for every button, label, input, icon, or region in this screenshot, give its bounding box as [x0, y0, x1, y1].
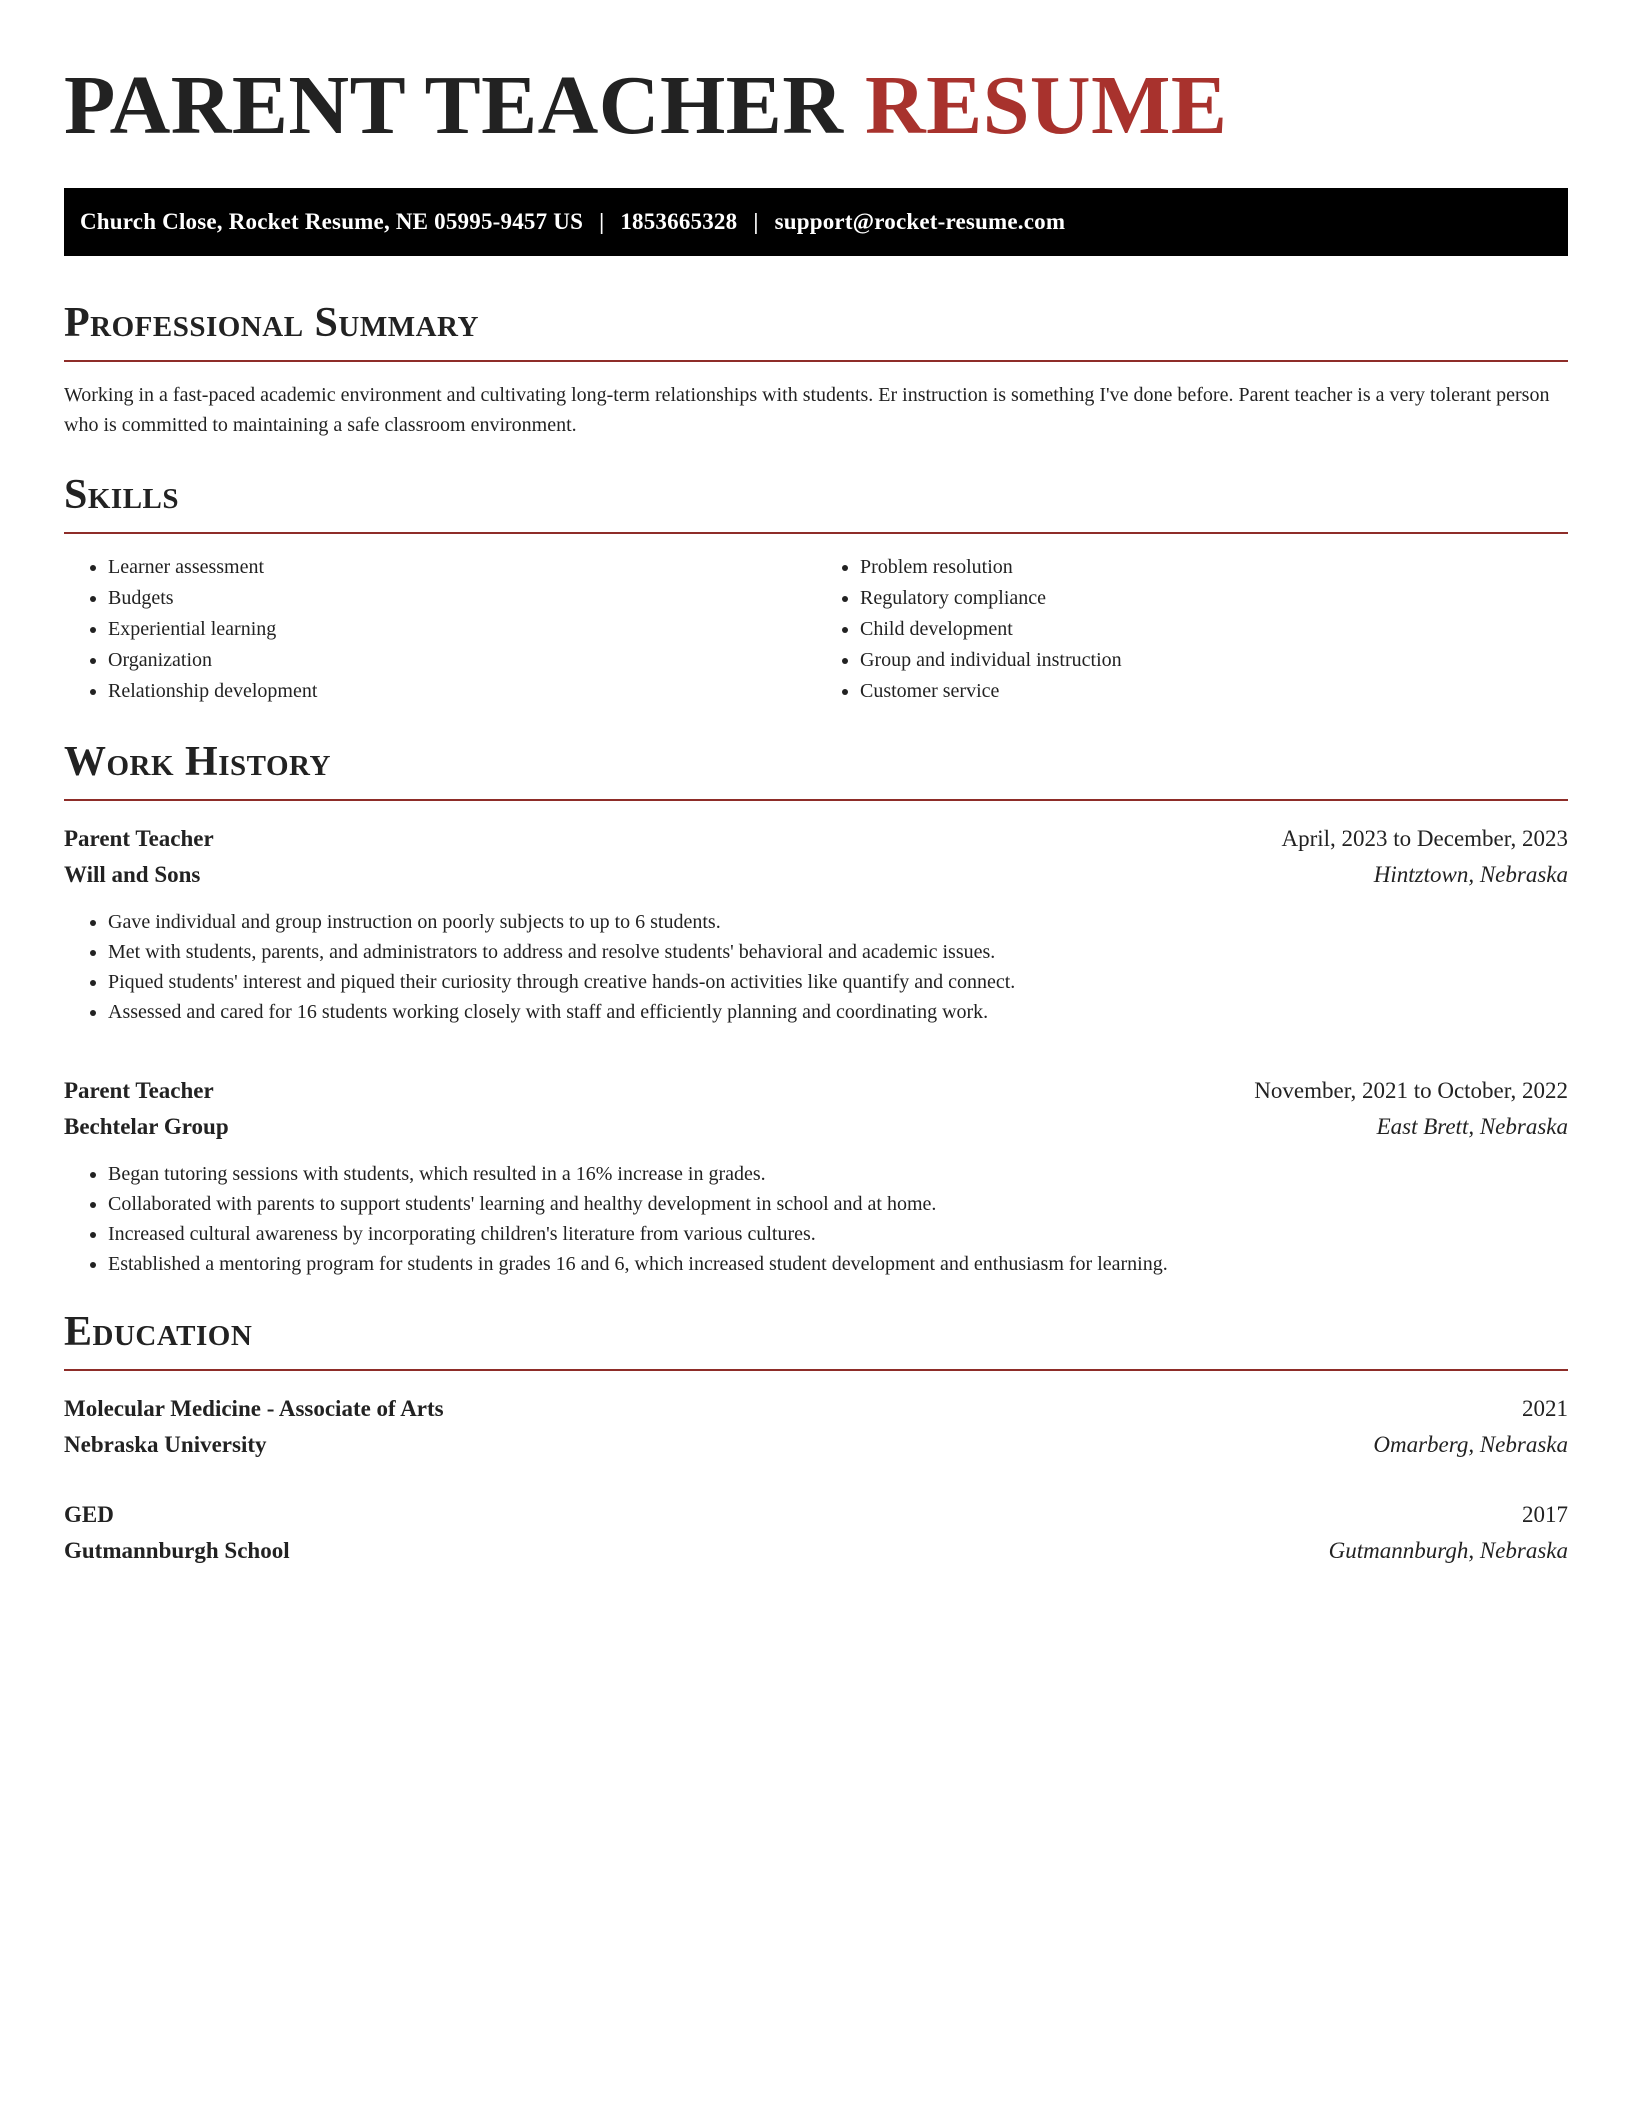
- skill-item: • Group and individual instruction: [860, 645, 1568, 676]
- contact-email: support@rocket-resume.com: [774, 209, 1066, 234]
- education-degree: GED: [64, 1502, 114, 1527]
- education-section: [64, 1311, 1568, 1569]
- contact-bar: [64, 188, 1568, 256]
- job-dates: November, 2021 to October, 2022: [1254, 1078, 1568, 1103]
- education-year: 2017: [1522, 1502, 1568, 1527]
- skill-item: • Relationship development: [108, 676, 816, 707]
- education-heading: Education: [64, 1311, 1568, 1371]
- job-company-row: [64, 857, 1568, 893]
- work-section: [64, 741, 1568, 1279]
- title-accent: RESUME: [865, 59, 1228, 152]
- job-bullet: • Established a mentoring program for students in grades 16 and 6, which increased student development and enthusiasm for learning.: [108, 1249, 1568, 1279]
- education-school: Nebraska University: [64, 1432, 267, 1457]
- skill-item: • Problem resolution: [860, 552, 1568, 583]
- contact-separator: |: [753, 209, 759, 234]
- summary-text: Working in a fast-paced academic environment and cultivating long-term relationships with students. Er instruction is something I've done before. Parent teacher is a very tolerant person who is committed to maintaining a safe classroom environment.: [64, 384, 1550, 436]
- job-bullet: • Collaborated with parents to support students' learning and healthy development in school and at home.: [108, 1189, 1568, 1219]
- skill-item: • Experiential learning: [108, 614, 816, 645]
- education-year: 2021: [1522, 1396, 1568, 1421]
- education-entry: [64, 1391, 1568, 1463]
- education-school-row: [64, 1533, 1568, 1569]
- job-bullets: [64, 907, 1568, 1027]
- skills-columns: [64, 552, 1568, 707]
- skills-section: [64, 474, 1568, 707]
- education-school: Gutmannburgh School: [64, 1538, 290, 1563]
- skill-item: • Regulatory compliance: [860, 583, 1568, 614]
- education-degree-row: [64, 1497, 1568, 1533]
- job-role: Parent Teacher: [64, 1078, 214, 1103]
- skills-heading: Skills: [64, 474, 1568, 534]
- skill-item: • Customer service: [860, 676, 1568, 707]
- job-header-row: [64, 821, 1568, 857]
- skill-item: • Organization: [108, 645, 816, 676]
- education-location: Omarberg, Nebraska: [1373, 1432, 1568, 1457]
- job-bullet: • Met with students, parents, and administrators to address and resolve students' behavioral and academic issues.: [108, 937, 1568, 967]
- education-degree-row: [64, 1391, 1568, 1427]
- skill-item: • Learner assessment: [108, 552, 816, 583]
- education-entry: [64, 1497, 1568, 1569]
- contact-address: Church Close, Rocket Resume, NE 05995-9457 US: [80, 209, 584, 234]
- job-bullet: • Assessed and cared for 16 students working closely with staff and efficiently planning and coordinating work.: [108, 997, 1568, 1027]
- job-bullet: • Increased cultural awareness by incorporating children's literature from various cultures.: [108, 1219, 1568, 1249]
- skill-item: • Budgets: [108, 583, 816, 614]
- education-school-row: [64, 1427, 1568, 1463]
- job-bullets: [64, 1159, 1568, 1279]
- skills-list-left: [64, 552, 816, 707]
- summary-section: [64, 302, 1568, 440]
- work-heading: Work History: [64, 741, 1568, 801]
- job-header-row: [64, 1073, 1568, 1109]
- education-degree: Molecular Medicine - Associate of Arts: [64, 1396, 444, 1421]
- job-company: Bechtelar Group: [64, 1114, 229, 1139]
- contact-phone: 1853665328: [620, 209, 738, 234]
- resume-title: [64, 58, 1568, 152]
- job-entry: [64, 1073, 1568, 1279]
- job-location: Hintztown, Nebraska: [1373, 862, 1568, 887]
- skill-item: • Child development: [860, 614, 1568, 645]
- job-company: Will and Sons: [64, 862, 201, 887]
- job-bullet: • Gave individual and group instruction on poorly subjects to up to 6 students.: [108, 907, 1568, 937]
- job-entry: [64, 821, 1568, 1027]
- job-location: East Brett, Nebraska: [1376, 1114, 1568, 1139]
- job-dates: April, 2023 to December, 2023: [1281, 826, 1568, 851]
- title-main: PARENT TEACHER: [64, 59, 844, 152]
- job-bullet: • Piqued students' interest and piqued their curiosity through creative hands-on activities like quantify and connect.: [108, 967, 1568, 997]
- job-bullet: • Began tutoring sessions with students, which resulted in a 16% increase in grades.: [108, 1159, 1568, 1189]
- contact-separator: |: [599, 209, 605, 234]
- education-location: Gutmannburgh, Nebraska: [1328, 1538, 1568, 1563]
- summary-heading: Professional Summary: [64, 302, 1568, 362]
- job-role: Parent Teacher: [64, 826, 214, 851]
- job-company-row: [64, 1109, 1568, 1145]
- skills-list-right: [816, 552, 1568, 707]
